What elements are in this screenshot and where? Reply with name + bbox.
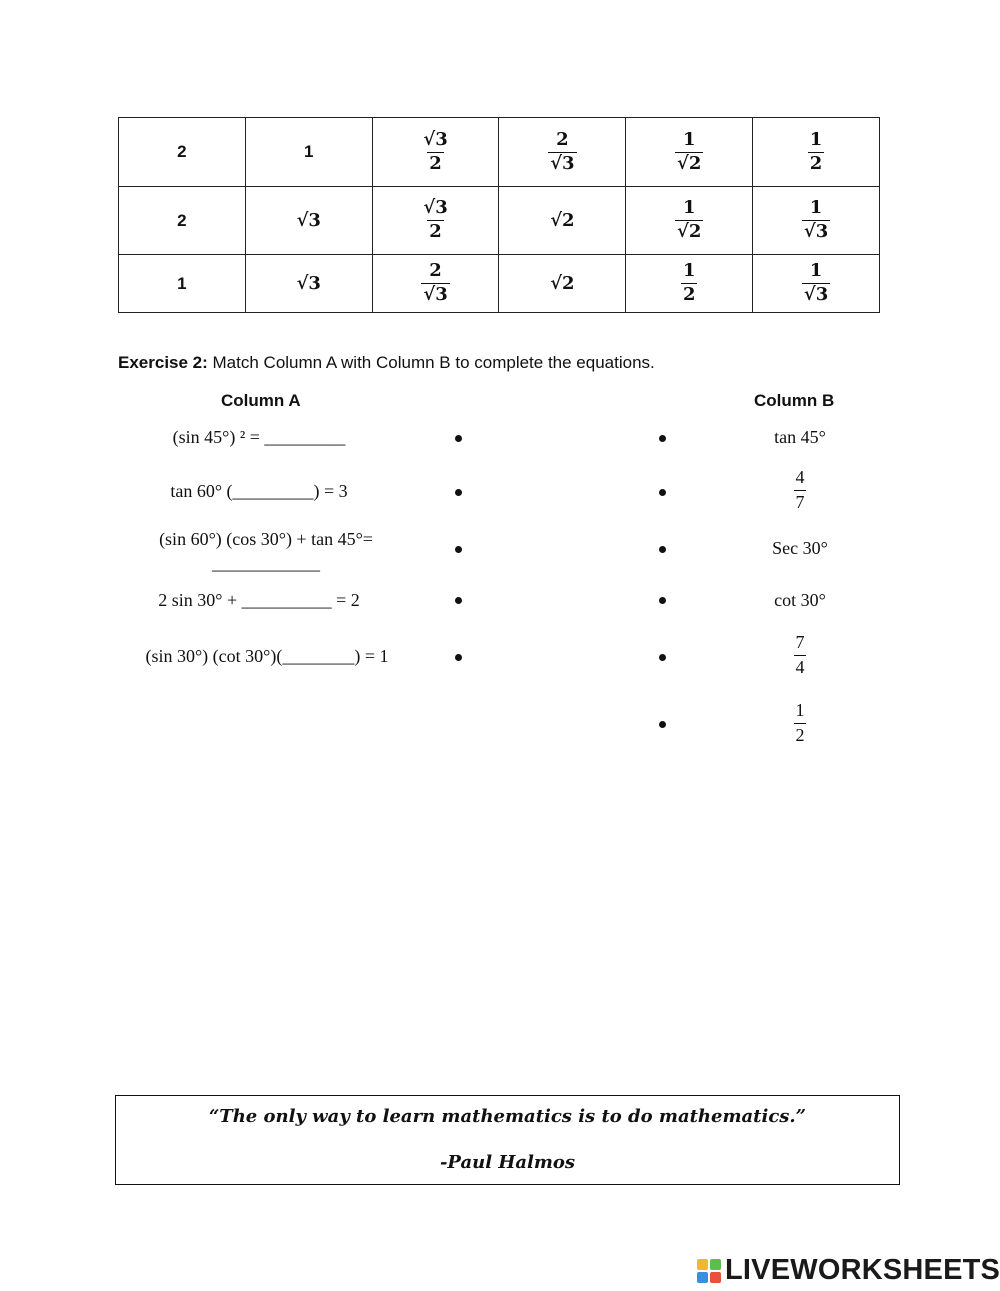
column-b-item [740, 700, 860, 746]
column-a-equation: (sin 30°) (cot 30°)(________) = 1 [145, 646, 389, 666]
cell-value: 2 [177, 142, 187, 161]
column-b-fraction [794, 633, 806, 678]
table-cell [753, 118, 880, 187]
table-cell [119, 118, 246, 187]
column-a-blank: ____________ [212, 553, 320, 573]
table-cell [119, 255, 246, 313]
column-a-equation: (sin 45°) ² = _________ [172, 427, 346, 447]
column-a-equation: tan 60° (_________) = 3 [170, 481, 348, 501]
fraction-numerator: 2 [556, 128, 569, 150]
fraction-numerator: 4 [795, 467, 805, 487]
column-b-match-dot[interactable] [659, 654, 666, 661]
table-cell [119, 187, 246, 255]
fraction-denominator: √3 [423, 284, 448, 305]
fraction-denominator: 7 [795, 491, 805, 512]
column-a-item [120, 646, 414, 667]
table-row [119, 187, 880, 255]
cell-value: 2 [177, 210, 187, 230]
cell-value: √3 [296, 273, 321, 294]
cell-fraction [802, 199, 830, 242]
exercise-heading [118, 353, 655, 373]
fraction-numerator: 2 [429, 260, 442, 282]
table-cell [372, 187, 499, 255]
fraction-denominator: 2 [795, 724, 805, 745]
table-cell [372, 255, 499, 313]
cell-value: 1 [304, 142, 314, 161]
table-row [119, 118, 880, 187]
table-cell [245, 255, 372, 313]
column-a-match-dot[interactable] [455, 435, 462, 442]
logo-block [697, 1272, 708, 1283]
ratio-table [118, 117, 880, 313]
table-cell [499, 118, 626, 187]
cell-fraction [421, 128, 449, 174]
column-b-title: Column B [754, 391, 835, 410]
fraction-numerator: √3 [423, 128, 448, 150]
fraction-denominator: 2 [809, 152, 823, 174]
logo-blocks-icon [697, 1259, 721, 1283]
column-b-match-dot[interactable] [659, 435, 666, 442]
column-a-match-dot[interactable] [455, 546, 462, 553]
table-cell [626, 118, 753, 187]
column-b-text: Sec 30° [772, 538, 828, 558]
logo-block [697, 1259, 708, 1270]
column-a-match-dot[interactable] [455, 654, 462, 661]
cell-fraction [808, 128, 825, 174]
cell-fraction [421, 262, 449, 305]
column-b-item [740, 590, 860, 611]
logo-block [710, 1272, 721, 1283]
cell-fraction [802, 262, 830, 305]
ratio-table-body [119, 118, 880, 313]
fraction-denominator: 2 [429, 221, 442, 242]
fraction-numerator: 1 [809, 128, 823, 150]
quote-box [115, 1095, 900, 1185]
column-b-fraction [794, 468, 806, 513]
quote-text: “The only way to learn mathematics is to do mathematics.” [208, 1106, 807, 1127]
fraction-denominator: 2 [429, 152, 442, 174]
table-cell [245, 187, 372, 255]
fraction-numerator: √3 [423, 197, 448, 219]
column-a-match-dot[interactable] [455, 489, 462, 496]
column-b-match-dot[interactable] [659, 721, 666, 728]
quote-author: -Paul Halmos [439, 1152, 576, 1173]
column-b-item [740, 538, 860, 559]
fraction-denominator: 2 [682, 284, 696, 305]
table-cell [626, 255, 753, 313]
column-a-equation: (sin 60°) (cos 30°) + tan 45°= [159, 529, 373, 549]
fraction-denominator: √2 [677, 152, 702, 174]
column-b-match-dot[interactable] [659, 546, 666, 553]
cell-value: √2 [550, 273, 575, 294]
column-a-item [140, 590, 378, 611]
table-cell [499, 255, 626, 313]
cell-value: √2 [550, 210, 575, 231]
logo-block [710, 1259, 721, 1270]
column-b-text: tan 45° [774, 427, 826, 447]
table-cell [372, 118, 499, 187]
column-b-match-dot[interactable] [659, 597, 666, 604]
table-cell [626, 187, 753, 255]
table-cell [245, 118, 372, 187]
fraction-numerator: 1 [809, 197, 823, 219]
cell-value: 1 [177, 273, 187, 293]
cell-value: √3 [296, 210, 321, 231]
column-a-item [140, 481, 378, 502]
fraction-numerator: 1 [682, 260, 696, 282]
fraction-numerator: 1 [682, 197, 696, 219]
fraction-numerator: 7 [795, 632, 805, 652]
column-a-equation: 2 sin 30° + __________ = 2 [158, 590, 360, 610]
fraction-numerator: 1 [795, 700, 805, 720]
cell-fraction [675, 128, 703, 174]
fraction-numerator: 1 [809, 260, 823, 282]
column-a-item [140, 427, 378, 448]
column-b-item [740, 427, 860, 448]
fraction-denominator: 4 [795, 656, 805, 677]
fraction-denominator: √3 [550, 152, 575, 174]
cell-fraction [548, 128, 576, 174]
cell-fraction [421, 199, 449, 242]
column-a-item [130, 527, 402, 575]
fraction-numerator: 1 [682, 128, 696, 150]
fraction-denominator: √3 [803, 221, 829, 242]
column-b-text: cot 30° [774, 590, 826, 610]
liveworksheets-logo[interactable] [697, 1254, 1000, 1287]
exercise-instruction: Match Column A with Column B to complete the equations. [207, 353, 655, 372]
column-b-item [740, 632, 860, 678]
table-cell [753, 187, 880, 255]
table-cell [499, 187, 626, 255]
logo-text: LIVEWORKSHEETS [725, 1254, 1000, 1286]
fraction-denominator: √3 [803, 284, 829, 305]
column-b-item [740, 467, 860, 513]
table-cell [753, 255, 880, 313]
cell-fraction [681, 262, 698, 305]
column-a-title: Column A [221, 391, 301, 410]
cell-fraction [675, 199, 703, 242]
fraction-denominator: √2 [677, 221, 702, 242]
column-b-fraction [794, 701, 806, 746]
column-a-match-dot[interactable] [455, 597, 462, 604]
column-b-match-dot[interactable] [659, 489, 666, 496]
table-row [119, 255, 880, 313]
exercise-label: Exercise 2: [118, 353, 208, 372]
